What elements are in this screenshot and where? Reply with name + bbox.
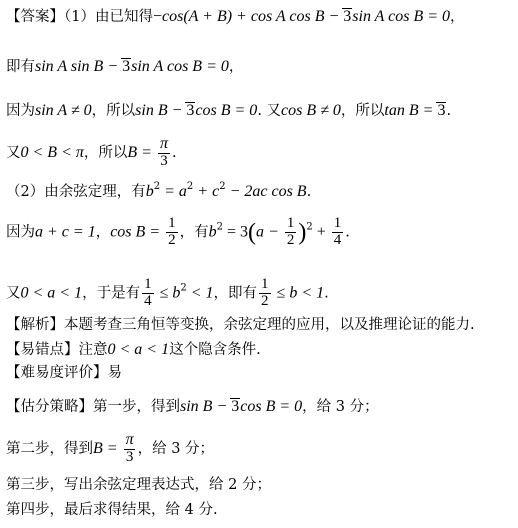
sqrt-3: 3 xyxy=(186,102,195,119)
answer-line-5: （2）由余弦定理，有$b^2 = a^2 + c^2 - 2ac$ cos B. xyxy=(6,181,312,200)
fraction-one-half: $\frac{1}{2}$ xyxy=(168,215,176,248)
fraction-one-quarter: $\frac{1}{4}$ xyxy=(333,215,342,248)
scoring-line-4: 第四步，最后求得结果，给 4 分. xyxy=(6,502,218,518)
scoring-line-3: 第三步，写出余弦定理表达式，给 2 分； xyxy=(6,477,271,493)
sqrt-3: 3 xyxy=(437,102,446,119)
answer-line-4: 又0 < B < π，所以B = $\frac{\pi}{3}$ . xyxy=(6,135,177,169)
fraction-pi-over-3: $\frac{\pi}{3}$ xyxy=(125,431,134,465)
sqrt-3: 3 xyxy=(122,58,131,75)
analysis-label: 【解析】 xyxy=(6,317,64,333)
answer-line-7: 又0 < a < 1，于是有 $\frac{1}{4}$ ≤ $b^2 < 1$，即有 $\frac{1}{2}$ ≤ b < 1. xyxy=(6,276,329,309)
answer-line-3: 因为sin A ≠ 0，所以sin B − 3cos B = 0. 又cos B ≠ 0，所以tan B = 3. xyxy=(6,102,452,119)
answer-line-2: 即有sin A sin B − 3sin A cos B = 0， xyxy=(6,58,244,75)
fraction-one-half: $\frac{1}{2}$ xyxy=(286,215,295,248)
common-mistake-label: 【易错点】 xyxy=(6,342,79,358)
sqrt-3: 3 xyxy=(231,398,240,415)
scoring-label: 【估分策略】 xyxy=(6,399,93,415)
answer-label: 【答案】 xyxy=(6,9,64,25)
analysis-line: 【解析】本题考查三角恒等变换，余弦定理的应用，以及推理论证的能力. xyxy=(6,317,475,333)
scoring-line-2: 第二步，得到B = $\frac{\pi}{3}$ ，给 3 分； xyxy=(6,431,215,465)
sqrt-3: 3 xyxy=(343,8,352,25)
fraction-pi-over-3: $\frac{\pi}{3}$ xyxy=(159,135,168,169)
answer-line-1: 【答案】（1）由已知得−cos(A + B) + cos A cos B − 3sin A cos B = 0， xyxy=(6,8,465,25)
scoring-line-1: 【估分策略】第一步，得到sin B − 3cos B = 0，给 3 分； xyxy=(6,398,379,415)
fraction-one-half: $\frac{1}{2}$ xyxy=(261,276,269,309)
difficulty-label: 【难易度评价】 xyxy=(6,365,108,381)
difficulty-line: 【难易度评价】易 xyxy=(6,365,122,381)
answer-line-6: 因为a + c = 1，cos B = $\frac{1}{2}$ ，有$b^2 = 3(a$ − $\frac{1}{2}$ )$^2$ + $\frac{1}{4}$ . xyxy=(6,215,350,248)
fraction-one-quarter: $\frac{1}{4}$ xyxy=(144,276,152,309)
common-mistake-line: 【易错点】注意0 < a < 1这个隐含条件. xyxy=(6,341,261,358)
